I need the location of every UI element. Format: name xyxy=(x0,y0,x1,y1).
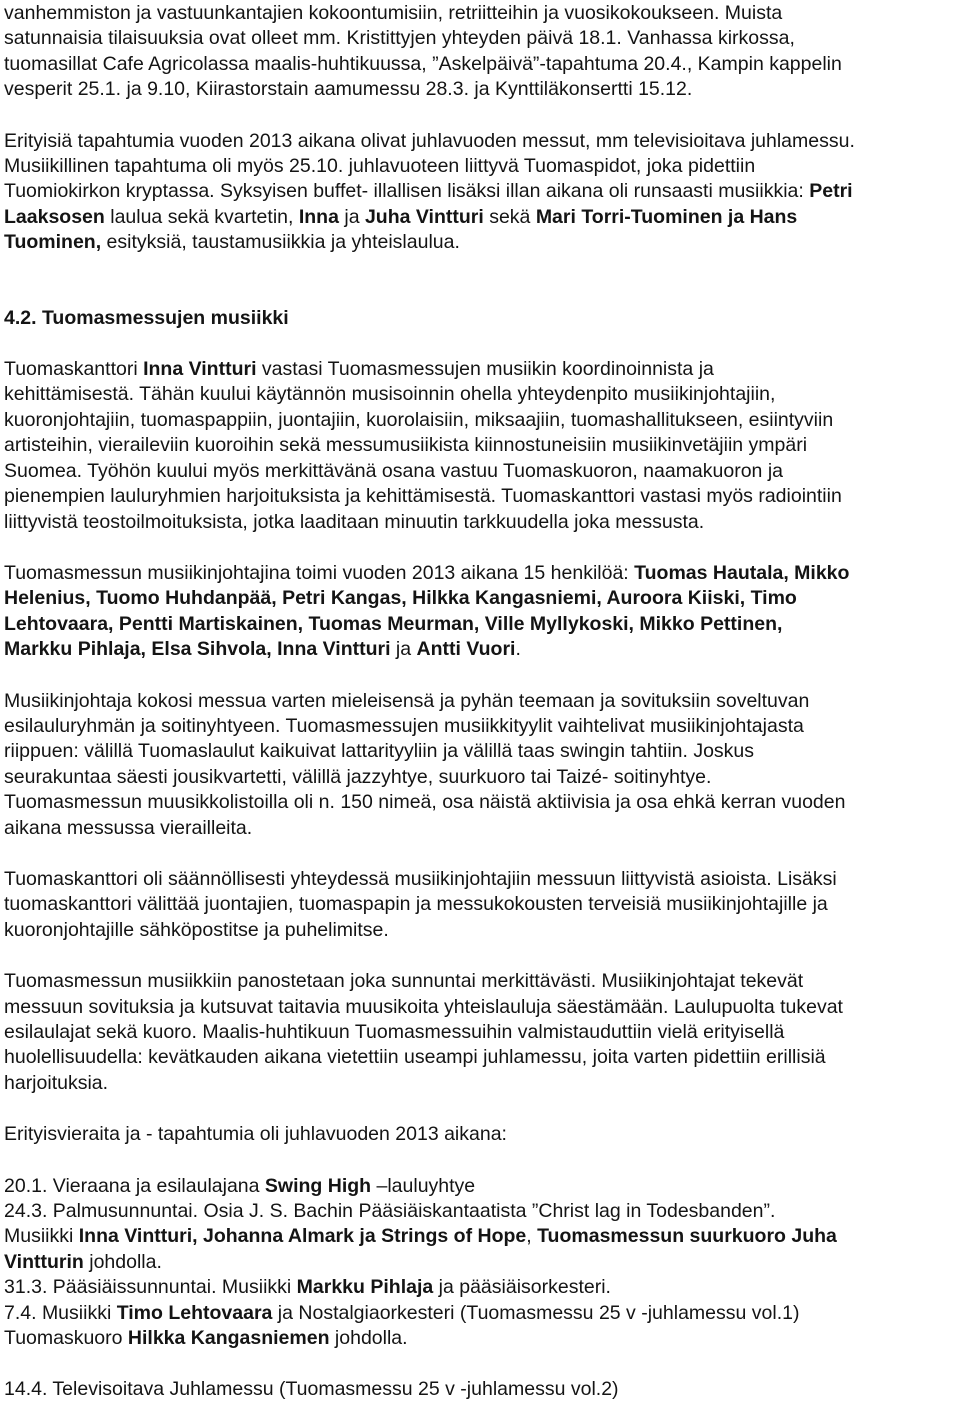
text-line xyxy=(4,77,956,102)
text-line xyxy=(4,1326,956,1351)
text-line xyxy=(4,765,956,790)
bold-text: Hilkka Kangasniemen xyxy=(127,1327,330,1350)
paragraph-spacer xyxy=(4,1096,956,1122)
text-run: aikana messussa vierailleita. xyxy=(4,816,253,839)
text-line xyxy=(4,995,956,1020)
bold-text: Petri xyxy=(809,180,853,203)
text-run: artisteihin, vieraileviin kuoroihin sekä messumusiikista kiinnostuneisiin musiikinvetäjiin ympäri xyxy=(4,434,808,457)
text-line xyxy=(4,1,956,26)
bold-text: 4.2. Tuomasmessujen musiikki xyxy=(4,306,289,329)
paragraph-spacer xyxy=(4,1351,956,1377)
text-run: Musiikinjohtaja kokosi messua varten mieleisensä ja pyhän teemaan ja sovituksiin soveltuvan xyxy=(4,689,810,712)
paragraph-investment xyxy=(4,969,956,1096)
text-line xyxy=(4,1275,956,1300)
text-run: sekä xyxy=(483,205,536,228)
paragraph-communication xyxy=(4,867,956,943)
text-run: harjoituksia. xyxy=(4,1071,109,1094)
text-run: tuomasillat Cafe Agricolassa maalis-huhtikuussa, ”Askelpäivä”-tapahtuma 20.4., Kampin kappelin xyxy=(4,52,842,75)
text-line xyxy=(4,129,956,154)
text-line xyxy=(4,26,956,51)
text-run: johdolla. xyxy=(329,1327,408,1350)
bold-text: Antti Vuori xyxy=(416,638,516,661)
paragraph-spacer xyxy=(4,535,956,561)
text-line xyxy=(4,612,956,637)
text-run: 7.4. Musiikki xyxy=(4,1301,117,1324)
text-line xyxy=(4,179,956,204)
text-line xyxy=(4,382,956,407)
bold-text: Markku Pihlaja, Elsa Sihvola, Inna Vintturi xyxy=(4,638,391,661)
text-line xyxy=(4,1122,956,1147)
text-run: Tuomiokirkon kryptassa. Syksyisen buffet- illallisen lisäksi illan aikana oli runsaasti musiikkia: xyxy=(4,180,810,203)
text-line xyxy=(4,1174,956,1199)
bold-text: Swing High xyxy=(264,1174,372,1197)
bold-text: Tuomas Hautala, Mikko xyxy=(634,561,850,584)
text-run: kehittämisestä. Tähän kuului käytännön musisoinnin ohella yhteydenpito musiikinjohtajiin, xyxy=(4,383,776,406)
text-run: Suomea. Työhön kuului myös merkittävänä osana vastuu Tuomaskuoron, naamakuoron ja xyxy=(4,459,784,482)
text-run: Tuomasmessun muusikkolistoilla oli n. 150 nimeä, osa näistä aktiivisia ja osa ehkä kerran vuoden xyxy=(4,791,846,814)
text-line xyxy=(4,205,956,230)
bold-text: Laaksosen xyxy=(4,205,105,228)
text-run: Tuomaskuoro xyxy=(4,1327,128,1350)
paragraph-guests-list xyxy=(4,1174,956,1352)
text-run: Tuomasmessun musiikkiin panostetaan joka sunnuntai merkittävästi. Musiikinjohtajat tekevät xyxy=(4,970,804,993)
text-line xyxy=(4,1199,956,1224)
bold-text: Inna Vintturi, Johanna Almark ja Strings of Hope xyxy=(78,1225,527,1248)
bold-text: Tuominen, xyxy=(4,231,102,254)
text-line xyxy=(4,816,956,841)
text-run: Tuomaskanttori oli säännöllisesti yhteydessä musiikinjohtajiin messuun liittyvistä asioista. Lisäksi xyxy=(4,867,837,890)
text-line xyxy=(4,230,956,255)
text-line xyxy=(4,689,956,714)
text-run: kuoronjohtajille sähköpostitse ja puhelimitse. xyxy=(4,918,389,941)
text-run: vanhemmiston ja vastuunkantajien kokoontumisiin, retriitteihin ja vuosikokoukseen. Muista xyxy=(4,2,783,24)
text-run: ja pääsiäisorkesteri. xyxy=(433,1276,611,1299)
paragraph-guests-list-2 xyxy=(4,1377,956,1402)
text-run: ja xyxy=(390,638,417,661)
text-line xyxy=(4,586,956,611)
text-run: vastasi Tuomasmessujen musiikin koordinoinnista ja xyxy=(256,358,714,381)
text-line xyxy=(4,408,956,433)
text-run: 24.3. Palmusunnuntai. Osia J. S. Bachin Pääsiäiskantaatista ”Christ lag in Todesbanden”. xyxy=(4,1200,776,1223)
text-line xyxy=(4,790,956,815)
bold-text: Vintturin xyxy=(4,1250,84,1273)
text-line xyxy=(4,306,956,331)
document-body xyxy=(4,1,956,1403)
text-line xyxy=(4,357,956,382)
text-line xyxy=(4,1071,956,1096)
text-line xyxy=(4,892,956,917)
document-page xyxy=(4,1,956,1403)
text-line xyxy=(4,1250,956,1275)
text-run: 14.4. Televisoitava Juhlamessu (Tuomasmessu 25 v -juhlamessu vol.2) xyxy=(4,1378,619,1401)
paragraph-spacer xyxy=(4,841,956,867)
bold-text: Tuomasmessun suurkuoro Juha xyxy=(537,1225,837,1248)
text-line xyxy=(4,1377,956,1402)
text-run: , xyxy=(526,1225,538,1248)
text-line xyxy=(4,561,956,586)
paragraph-spacer xyxy=(4,1148,956,1174)
text-run: kuoronjohtajiin, tuomaspappiin, juontajiin, kuorolaisiin, miksaajiin, tuomashallitukseen, esiintyviin xyxy=(4,408,834,431)
text-run: ja Nostalgiaorkesteri (Tuomasmessu 25 v -juhlamessu vol.1) xyxy=(272,1301,800,1324)
bold-text: Juha Vintturi xyxy=(364,205,484,228)
paragraph-intro xyxy=(4,1,956,103)
paragraph-section-heading xyxy=(4,306,956,331)
text-line xyxy=(4,1020,956,1045)
text-run: johdolla. xyxy=(83,1250,162,1273)
text-run: esilaulajat sekä kuoro. Maalis-huhtikuun Tuomasmessuihin valmistauduttiin vielä erityisellä xyxy=(4,1021,785,1043)
text-run: seurakuntaa säesti jousikvartetti, välillä jazzyhtye, suurkuoro tai Taizé- soitinyhtye. xyxy=(4,765,712,788)
paragraph-repertoire xyxy=(4,689,956,841)
text-run: 20.1. Vieraana ja esilaulajana xyxy=(4,1174,265,1197)
text-run: huolellisuudella: kevätkauden aikana vietettiin useampi juhlamessu, joita varten pidettiin erillisiä xyxy=(4,1046,826,1069)
bold-text: Helenius, Tuomo Huhdanpää, Petri Kangas, Hilkka Kangasniemi, Auroora Kiiski, Timo xyxy=(4,587,797,610)
text-run: esilauluryhmän ja soitinyhtyeen. Tuomasmessujen musiikkityylit vaihtelivat musiikinjohtajasta xyxy=(4,714,804,737)
text-run: riippuen: välillä Tuomaslaulut kaikuivat lattarityyliin ja välillä taas swingin tahtiin. Joskus xyxy=(4,740,755,763)
text-line xyxy=(4,154,956,179)
bold-text: Lehtovaara, Pentti Martiskainen, Tuomas Meurman, Ville Myllykoski, Mikko Pettinen, xyxy=(4,612,783,635)
text-line xyxy=(4,510,956,535)
paragraph-spacer xyxy=(4,663,956,689)
text-line xyxy=(4,484,956,509)
bold-text: Mari Torri-Tuominen ja Hans xyxy=(535,205,798,228)
text-line xyxy=(4,867,956,892)
paragraph-special-events xyxy=(4,129,956,256)
text-line xyxy=(4,459,956,484)
bold-text: Inna xyxy=(298,205,339,228)
text-line xyxy=(4,714,956,739)
text-run: tuomaskanttori välittää juontajien, tuomaspapin ja messukokousten terveisiä musiikinjohtajille ja xyxy=(4,893,828,916)
bold-text: Markku Pihlaja xyxy=(296,1276,434,1299)
paragraph-music-leaders xyxy=(4,561,956,663)
paragraph-cantor xyxy=(4,357,956,535)
text-run: pienempien lauluryhmien harjoituksista ja kehittämisestä. Tuomaskanttori vastasi myös radiointiin xyxy=(4,485,842,508)
text-line xyxy=(4,969,956,994)
text-line xyxy=(4,918,956,943)
text-run: 31.3. Pääsiäissunnuntai. Musiikki xyxy=(4,1276,297,1299)
text-line xyxy=(4,739,956,764)
text-run: Erityisiä tapahtumia vuoden 2013 aikana olivat juhlavuoden messut, mm televisioitava juhlamessu. xyxy=(4,129,855,152)
text-run: Tuomasmessun musiikinjohtajina toimi vuoden 2013 aikana 15 henkilöä: xyxy=(4,561,635,584)
text-line xyxy=(4,52,956,77)
paragraph-spacer xyxy=(4,331,956,357)
paragraph-spacer xyxy=(4,943,956,969)
text-run: vesperit 25.1. ja 9.10, Kiirastorstain aamumessu 28.3. ja Kynttiläkonsertti 15.12. xyxy=(4,78,693,101)
paragraph-spacer xyxy=(4,103,956,129)
text-run: Erityisvieraita ja - tapahtumia oli juhlavuoden 2013 aikana: xyxy=(4,1123,507,1146)
bold-text: Inna Vintturi xyxy=(143,358,257,381)
text-run: laulua sekä kvartetin, xyxy=(104,205,299,228)
text-line xyxy=(4,433,956,458)
text-line xyxy=(4,637,956,662)
text-run: messuun sovituksia ja kutsuvat taitavia muusikoita yhteislauluja säestämään. Laulupuolta tukevat xyxy=(4,995,843,1018)
text-run: Musiikillinen tapahtuma oli myös 25.10. juhlavuoteen liittyvä Tuomaspidot, joka pidettiin xyxy=(4,155,756,178)
text-run: esityksiä, taustamusiikkia ja yhteislaulua. xyxy=(101,231,460,254)
paragraph-spacer xyxy=(4,256,956,306)
text-run: liittyvistä teostoilmoituksista, jotka laaditaan minuutin tarkkuudella joka messusta. xyxy=(4,510,705,533)
text-run: Musiikki xyxy=(4,1225,79,1248)
text-run: satunnaisia tilaisuuksia ovat olleet mm. Kristittyjen yhteyden päivä 18.1. Vanhassa kirkossa, xyxy=(4,27,795,50)
bold-text: Timo Lehtovaara xyxy=(116,1301,273,1324)
text-run: . xyxy=(515,638,521,661)
text-run: ja xyxy=(338,205,365,228)
text-run: Tuomaskanttori xyxy=(4,358,144,381)
text-line xyxy=(4,1301,956,1326)
text-line xyxy=(4,1045,956,1070)
paragraph-guests-intro xyxy=(4,1122,956,1147)
text-line xyxy=(4,1224,956,1249)
text-run: –lauluyhtye xyxy=(371,1174,476,1197)
